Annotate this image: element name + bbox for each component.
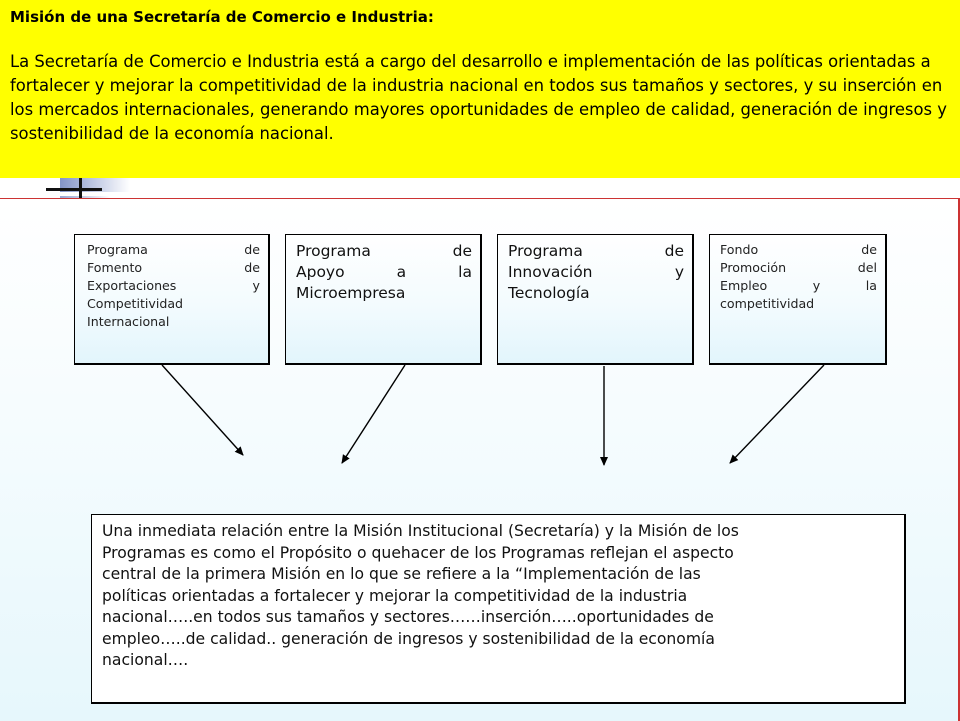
summary-line: empleo…..de calidad.. generación de ingresos y sostenibilidad de la economía xyxy=(102,629,715,648)
summary-line: Programas es como el Propósito o quehacer de los Programas reflejan el aspecto xyxy=(102,543,734,562)
program-line: Internacional xyxy=(87,314,170,329)
program-line: competitividad xyxy=(720,296,815,311)
summary-box xyxy=(91,514,906,704)
summary-line: nacional…. xyxy=(102,651,189,669)
program-line: Tecnología xyxy=(508,284,590,302)
program-line: Fomento de xyxy=(87,260,260,275)
summary-line: central de la primera Misión en lo que se refiere a la “Implementación de las xyxy=(102,565,701,583)
arrow-1 xyxy=(162,365,243,455)
program-line: Empleo y la xyxy=(720,278,877,293)
program-line: Fondo de xyxy=(720,242,877,257)
program-line: Apoyo a la xyxy=(296,263,472,281)
program-line: Exportaciones y xyxy=(87,278,260,293)
program-line: Microempresa xyxy=(296,284,406,302)
program-line: Competitividad xyxy=(87,296,184,311)
summary-line: políticas orientadas a fortalecer y mejorar la competitividad de la industria xyxy=(102,586,688,605)
summary-line: Una inmediata relación entre la Misión Institucional (Secretaría) y la Misión de los xyxy=(102,522,739,540)
arrow-4 xyxy=(730,365,824,463)
mission-text: La Secretaría de Comercio e Industria está a cargo del desarrollo e implementación de las políticas orientadas a fortalecer y mejorar la competitividad de la industria nacional en todos sus tamaños y sectores, y su inserción en los mercados internacionales, generando mayores oportunidades de empleo de calidad, generación de ingresos y sostenibilidad de la economía nacional. xyxy=(10,52,947,143)
program-line: Programa de xyxy=(508,242,684,260)
program-line: Programa de xyxy=(296,242,472,260)
summary-line: nacional…..en todos sus tamaños y sectores……inserción…..oportunidades de xyxy=(102,608,714,626)
program-line: Programa de xyxy=(87,242,260,257)
mission-title: Misión de una Secretaría de Comercio e Industria: xyxy=(10,8,434,26)
program-line: Innovación y xyxy=(508,263,684,281)
program-line: Promoción del xyxy=(720,260,877,275)
arrow-2 xyxy=(342,365,405,463)
